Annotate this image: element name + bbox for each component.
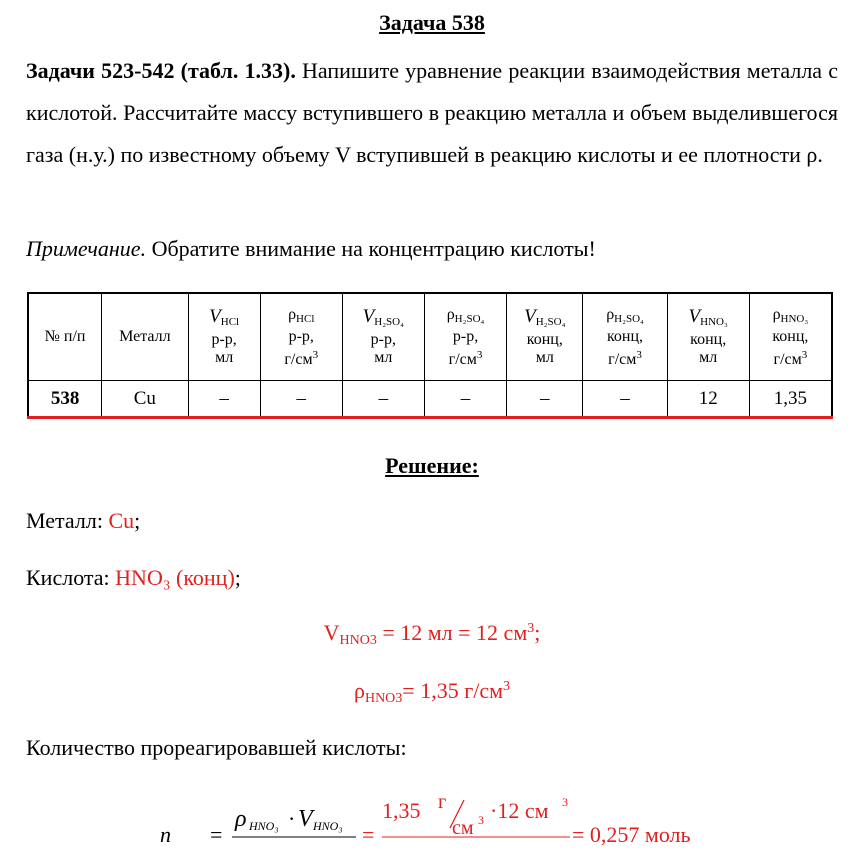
cell-rho-h2so4-sol: – — [424, 381, 506, 419]
formula-mul: ·12 см — [490, 798, 549, 823]
svg-text:3: 3 — [562, 795, 568, 809]
svg-text:=: = — [210, 822, 223, 847]
th-v-h2so4-sol: $V_{H_2SO_4}$ р-р, мл — [342, 293, 424, 381]
formula-unit-cm: см — [452, 817, 474, 839]
note-text: Обратите внимание на концентрацию кислоты! — [146, 236, 596, 261]
formula-val: 1,35 — [382, 798, 421, 823]
volume-line: VHNO3 = 12 мл = 12 $см^3$; — [323, 620, 541, 648]
cell-v-hcl: – — [188, 381, 260, 419]
th-num: № п/п — [28, 293, 102, 381]
table-header-row — [28, 293, 832, 381]
th-metal: Металл — [102, 293, 188, 381]
formula-result: = 0,257 моль — [572, 822, 691, 847]
cell-rho-hcl: – — [260, 381, 342, 419]
svg-text:3: 3 — [478, 813, 484, 827]
cell-v-h2so4-conc: – — [507, 381, 583, 419]
formula-rho: ρ — [235, 806, 247, 832]
formula-rho-sub: HNO₃ — [249, 819, 279, 833]
th-v-h2so4-conc: $V_{H_2SO_4}$ конц, мл — [507, 293, 583, 381]
th-rho-h2so4-sol: $\rho_{H_2SO_4}$ р-р, $г/см^3$ — [424, 293, 506, 381]
task-paragraph — [26, 50, 838, 176]
acid-value: HNO₃ (конц) — [115, 565, 235, 590]
cell-v-hno3: 12 — [667, 381, 749, 419]
acid-line: Кислота: HNO₃ (конц); — [26, 565, 241, 590]
formula-unit-g: г — [438, 791, 447, 813]
task-ref: Задачи 523-542 (табл. 1.33). — [26, 58, 296, 83]
svg-text:·: · — [288, 806, 296, 831]
formula-v-sub: HNO₃ — [313, 819, 343, 833]
note-label: Примечание. — [26, 236, 147, 261]
th-v-hcl: $V_{HCl}$ р-р, мл — [188, 293, 260, 381]
data-table — [27, 292, 833, 419]
svg-text:=: = — [362, 822, 375, 847]
solution-title: Решение: — [385, 453, 479, 478]
cell-num: 538 — [28, 381, 102, 419]
formula-v: V — [298, 806, 313, 832]
metal-line: Металл: Cu; — [26, 508, 141, 533]
page-title: Задача 538 — [379, 10, 485, 35]
th-rho-hcl: $\rho_{HCl}$ р-р, $г/см^3$ — [260, 293, 342, 381]
cell-v-h2so4-sol: – — [342, 381, 424, 419]
th-v-hno3: $V_{HNO_3}$ конц, мл — [667, 293, 749, 381]
metal-label: Металл: — [26, 508, 109, 533]
acid-label: Кислота: — [26, 565, 116, 590]
formula-lhs: n — [160, 822, 171, 847]
th-rho-h2so4-conc: $\rho_{H_2SO_4}$ конц, $г/см^3$ — [583, 293, 667, 381]
cell-rho-hno3: 1,35 — [749, 381, 832, 419]
note — [26, 236, 596, 262]
cell-metal: Cu — [102, 381, 188, 419]
cell-rho-h2so4-conc: – — [583, 381, 667, 419]
amount-label: Количество прореагировавшей кислоты: — [26, 735, 407, 760]
density-line: ρHNO3= 1,35 $г/см^3$ — [353, 678, 511, 706]
table-underline — [27, 416, 833, 419]
metal-value: Cu — [108, 508, 135, 533]
task-text: Напишите уравнение реакции взаимодействия металла с кислотой. Рассчитайте массу вступившего в реакцию металла и объем выделившегося газа (н.у.) по известному объему V вступившей в реакцию кислоты и ее плотности ρ. — [26, 58, 838, 167]
amount-formula — [160, 790, 760, 850]
table-row — [28, 381, 832, 419]
th-rho-hno3: $\rho_{HNO_3}$ конц, $г/см^3$ — [749, 293, 832, 381]
